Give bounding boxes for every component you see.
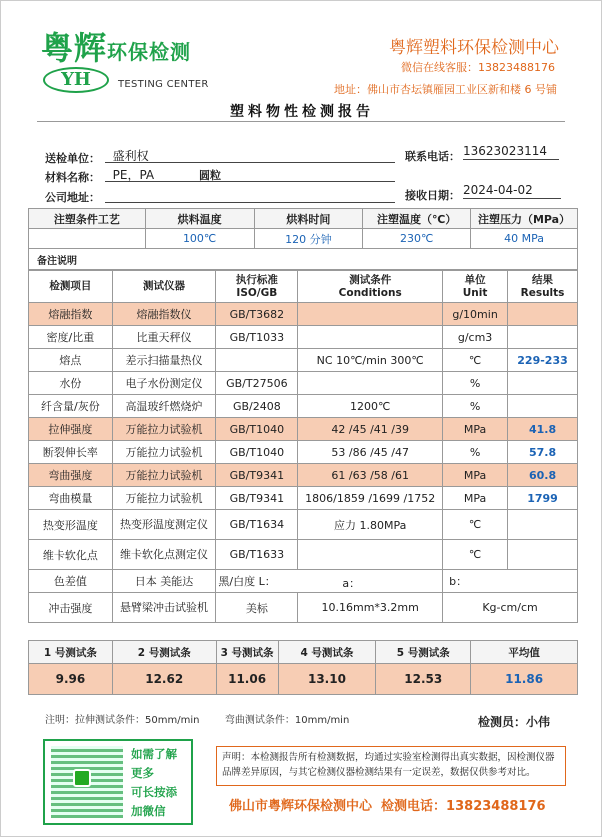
color-l-label: 黑/白度 L： <box>218 575 276 588</box>
table-row <box>29 441 578 464</box>
wechat-logo-icon <box>73 769 91 787</box>
row-item: 密度/比重 <box>29 326 113 349</box>
qr-line: 可长按添 <box>131 785 177 799</box>
impact-average: 11.86 <box>471 664 578 695</box>
client-value-line <box>105 147 395 163</box>
table-row <box>29 326 578 349</box>
row-standard: GB/T1040 <box>216 418 298 441</box>
row-unit: ℃ <box>443 510 508 540</box>
process-header: 注塑条件工艺 <box>29 209 146 229</box>
row-standard: GB/T9341 <box>216 487 298 510</box>
row-item: 拉伸强度 <box>29 418 113 441</box>
logo-big-text: 粤辉 <box>41 29 108 67</box>
process-value: 100℃ <box>145 229 254 249</box>
table-row <box>29 510 578 540</box>
qr-line: 加微信 <box>131 804 166 818</box>
row-conditions <box>298 540 443 570</box>
impact-header-row <box>29 641 578 664</box>
color-la-cell <box>216 570 443 593</box>
row-conditions: 42 /45 /41 /39 <box>298 418 443 441</box>
row-unit: g/10min <box>443 303 508 326</box>
header-conditions: 测试条件 Conditions <box>298 271 443 303</box>
row-unit: MPa <box>443 464 508 487</box>
row-item: 色差值 <box>29 570 113 593</box>
row-result <box>508 303 578 326</box>
impact-value-row <box>29 664 578 695</box>
disclaimer: 声明：本检测报告所有检测数据，均通过实验室检测得出真实数据，因检测仪器品牌差异原因，与其它检测仪器检测结果有一定误差，数据仅供参考对比。 <box>216 746 566 786</box>
table-row <box>29 395 578 418</box>
row-result: 1799 <box>508 487 578 510</box>
color-row <box>29 570 578 593</box>
row-conditions: 1200℃ <box>298 395 443 418</box>
impact-header: 1 号测试条 <box>29 641 113 664</box>
row-item: 维卡软化点 <box>29 540 113 570</box>
row-result <box>508 326 578 349</box>
row-item: 断裂伸长率 <box>29 441 113 464</box>
row-result <box>508 395 578 418</box>
impact-header: 3 号测试条 <box>216 641 278 664</box>
qr-line: 如需了解 <box>131 747 177 761</box>
row-conditions: 61 /63 /58 /61 <box>298 464 443 487</box>
process-table <box>28 208 578 249</box>
row-result <box>508 510 578 540</box>
material-value-line <box>105 166 395 182</box>
logo-small-text: 环保检测 <box>107 40 192 64</box>
qr-caption <box>131 745 177 821</box>
material-form: 圆粒 <box>199 169 221 182</box>
row-standard: GB/T27506 <box>216 372 298 395</box>
header-standard: 执行标准 ISO/GB <box>216 271 298 303</box>
impact-value: 12.53 <box>376 664 471 695</box>
logo-yh-emblem: YH <box>43 67 109 93</box>
row-unit: Kg-cm/cm <box>443 593 578 623</box>
row-item: 冲击强度 <box>29 593 113 623</box>
row-conditions: 10.16mm*3.2mm <box>298 593 443 623</box>
row-instrument: 万能拉力试验机 <box>112 487 216 510</box>
qr-panel <box>43 739 193 825</box>
row-instrument: 日本 美能达 <box>112 570 216 593</box>
process-header: 注塑压力（MPa） <box>471 209 578 229</box>
row-conditions: 应力 1.80MPa <box>298 510 443 540</box>
logo-chinese <box>41 23 191 69</box>
impact-header: 4 号测试条 <box>278 641 376 664</box>
header-instrument: 测试仪器 <box>112 271 216 303</box>
table-row <box>29 372 578 395</box>
row-standard: 美标 <box>216 593 298 623</box>
header-item: 检测项目 <box>29 271 113 303</box>
center-address: 地址：佛山市杏坛镇雁园工业区新和楼 6 号铺 <box>334 83 557 96</box>
row-standard: GB/T3682 <box>216 303 298 326</box>
row-conditions: 53 /86 /45 /47 <box>298 441 443 464</box>
process-header-row <box>29 209 578 229</box>
row-standard: GB/T1634 <box>216 510 298 540</box>
impact-table <box>28 640 578 695</box>
test-rows <box>29 303 578 570</box>
table-row <box>29 464 578 487</box>
impact-header: 5 号测试条 <box>376 641 471 664</box>
row-item: 热变形温度 <box>29 510 113 540</box>
process-value <box>29 229 146 249</box>
inspector: 检测员：小伟 <box>478 715 551 729</box>
row-standard: GB/T1040 <box>216 441 298 464</box>
date-label: 接收日期： <box>405 189 460 202</box>
row-conditions <box>298 326 443 349</box>
row-unit: % <box>443 395 508 418</box>
table-row <box>29 418 578 441</box>
row-conditions <box>298 303 443 326</box>
row-unit: % <box>443 372 508 395</box>
header-divider <box>37 121 565 122</box>
row-unit: % <box>443 441 508 464</box>
phone-value: 13623023114 <box>463 144 559 160</box>
wechat-contact: 微信在线客服：13823488176 <box>401 61 555 74</box>
material-value: PE，PA <box>112 168 155 182</box>
table-row <box>29 487 578 510</box>
row-instrument: 熔融指数仪 <box>112 303 216 326</box>
color-b-label: b： <box>443 570 578 593</box>
row-instrument: 高温玻纤燃烧炉 <box>112 395 216 418</box>
row-unit: ℃ <box>443 540 508 570</box>
test-header-row <box>29 271 578 303</box>
row-instrument: 万能拉力试验机 <box>112 418 216 441</box>
row-instrument: 万能拉力试验机 <box>112 441 216 464</box>
row-unit: g/cm3 <box>443 326 508 349</box>
client-label: 送检单位： <box>45 152 100 165</box>
row-unit: MPa <box>443 418 508 441</box>
company-address-line <box>105 187 395 203</box>
row-conditions <box>298 372 443 395</box>
row-result <box>508 372 578 395</box>
notes-label: 备注说明 <box>28 248 578 270</box>
row-instrument: 比重天秤仪 <box>112 326 216 349</box>
row-item: 熔点 <box>29 349 113 372</box>
row-result: 229-233 <box>508 349 578 372</box>
row-standard: GB/T9341 <box>216 464 298 487</box>
report-title: 塑料物性检测报告 <box>230 104 374 120</box>
row-standard <box>216 349 298 372</box>
row-item: 水份 <box>29 372 113 395</box>
row-standard: GB/T1033 <box>216 326 298 349</box>
row-item: 弯曲强度 <box>29 464 113 487</box>
row-conditions: 1806/1859 /1699 /1752 <box>298 487 443 510</box>
impact-value: 12.62 <box>112 664 216 695</box>
row-unit: MPa <box>443 487 508 510</box>
process-header: 注塑温度（℃） <box>363 209 471 229</box>
impact-value: 9.96 <box>29 664 113 695</box>
row-item: 纤含量/灰份 <box>29 395 113 418</box>
footer-contact: 佛山市粤辉环保检测中心 检测电话：13823488176 <box>229 799 546 814</box>
qr-line: 更多 <box>131 766 154 780</box>
process-header: 烘料温度 <box>145 209 254 229</box>
phone-label: 联系电话： <box>405 150 460 163</box>
table-row <box>29 540 578 570</box>
row-result: 57.8 <box>508 441 578 464</box>
row-instrument: 万能拉力试验机 <box>112 464 216 487</box>
material-label: 材料名称： <box>45 171 100 184</box>
impact-header: 平均值 <box>471 641 578 664</box>
row-item: 熔融指数 <box>29 303 113 326</box>
header-result: 结果 Results <box>508 271 578 303</box>
row-instrument: 热变形温度测定仪 <box>112 510 216 540</box>
color-a-label: a： <box>342 577 361 590</box>
row-result: 41.8 <box>508 418 578 441</box>
header-unit: 单位 Unit <box>443 271 508 303</box>
impact-value: 11.06 <box>216 664 278 695</box>
process-value: 230℃ <box>363 229 471 249</box>
client-value: 盛利权 <box>112 149 149 163</box>
company-address-label: 公司地址： <box>45 191 100 204</box>
process-header: 烘料时间 <box>254 209 363 229</box>
impact-row <box>29 593 578 623</box>
table-row <box>29 349 578 372</box>
row-result <box>508 540 578 570</box>
row-instrument: 维卡软化点测定仪 <box>112 540 216 570</box>
test-results-table <box>28 270 578 623</box>
test-conditions-note: 注明：拉伸测试条件：50mm/min 弯曲测试条件：10mm/min <box>45 715 350 726</box>
row-instrument: 差示扫描量热仪 <box>112 349 216 372</box>
row-item: 弯曲模量 <box>29 487 113 510</box>
row-instrument: 悬臂梁冲击试验机 <box>112 593 216 623</box>
process-value: 40 MPa <box>471 229 578 249</box>
logo-english: TESTING CENTER <box>118 79 209 90</box>
row-conditions: NC 10℃/min 300℃ <box>298 349 443 372</box>
impact-header: 2 号测试条 <box>112 641 216 664</box>
row-standard: GB/2408 <box>216 395 298 418</box>
row-instrument: 电子水份测定仪 <box>112 372 216 395</box>
row-result: 60.8 <box>508 464 578 487</box>
row-unit: ℃ <box>443 349 508 372</box>
impact-value: 13.10 <box>278 664 376 695</box>
process-value-row <box>29 229 578 249</box>
center-name: 粤辉塑料环保检测中心 <box>389 38 559 58</box>
row-standard: GB/T1633 <box>216 540 298 570</box>
date-value: 2024-04-02 <box>463 183 561 199</box>
process-value: 120 分钟 <box>254 229 363 249</box>
table-row <box>29 303 578 326</box>
